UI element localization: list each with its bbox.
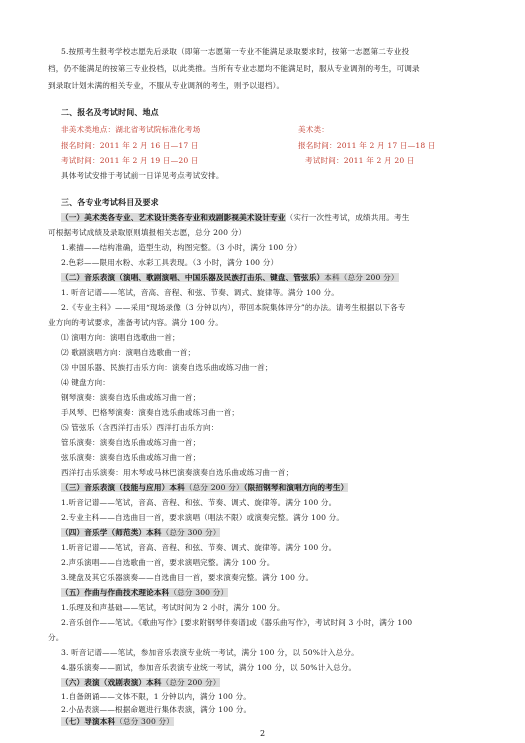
list-item: 业方向的考试要求，准备考试内容。满分 100 分。 [48, 318, 223, 327]
list-item: 3.键盘及其它乐器演奏——自选曲目一首，要求演奏完整。满分 100 分。 [61, 573, 314, 582]
para-line: 5.按照考生报考学校志愿先后录取（即第一志愿第一专业不能满足录取要求时，按第一志愿第二专业投 [61, 47, 410, 56]
subsection-3-title [61, 482, 348, 493]
subsection-5-name: （五）作曲与作曲技术理论本科 [61, 588, 170, 597]
section-heading: 二、报名及考试时间、地点 [61, 107, 159, 117]
subsection-4-note: （总分 300 分） [161, 528, 221, 537]
list-item: ⑸ 管弦乐（含西洋打击乐）西洋打击乐方向： [61, 423, 219, 432]
art-label: 美术类： [298, 125, 329, 134]
subsection-3-restriction: （限招钢琴和演唱方向的考生） [243, 483, 349, 492]
arrangement-note: 具体考试安排于考试前一日详见考点考试安排。 [61, 171, 224, 180]
list-item: 2.音乐创作——笔试。《歌曲写作》[要求附钢琴伴奏谱]或《器乐曲写作》，考试时间 3 小时，满分 100 [61, 618, 413, 627]
section-heading: 三、各专业考试科目及要求 [61, 197, 159, 207]
list-item: 1.听音记谱——笔试，音高、音程、和弦、节奏、调式、旋律等。满分 100 分。 [61, 543, 337, 552]
subsection-4-title [61, 527, 220, 538]
subsection-2-name: （二）音乐表演（演唱、歌剧演唱、中国乐器及民族打击乐、键盘、管弦乐） [61, 273, 325, 282]
subsection-1-note: （实行一次性考试，成绩共用。考生 [285, 213, 410, 222]
subsection-1-note-cont: 可根据考试成绩及录取原则填报相关志愿，总分 200 分） [48, 228, 247, 237]
list-item: 西洋打击乐演奏：用木琴或马林巴演奏演奏自选乐曲或练习曲一首； [61, 468, 294, 477]
list-item: ⑴ 演唱方向：演唱自选歌曲一首； [61, 333, 180, 342]
page-number: 2 [259, 729, 266, 738]
subsection-1-name: （一）美术类各专业、艺术设计类各专业和戏剧影视美术设计专业 [61, 213, 286, 222]
para-line: 档，仍不能满足的按第三专业投档，以此类推。当所有专业志愿均不能满足时，服从专业调剂的考生，可调录 [48, 64, 420, 73]
subsection-6-note: （总分 200 分） [161, 678, 221, 687]
subsection-3-name: （三）音乐表演（技能与应用）本科 [61, 483, 185, 492]
list-item: 钢琴演奏：演奏自选乐曲或练习曲一首； [61, 393, 201, 402]
list-item: 1.素描——结构准确，造型生动，构图完整。（3 小时，满分 100 分） [61, 243, 302, 252]
subsection-5-title [61, 587, 228, 598]
list-item: 2.专业主科——自选曲目一首，要求演唱（唱法不限）或演奏完整。满分 100 分。 [61, 513, 345, 522]
subsection-6-title [61, 677, 220, 688]
subsection-2-title [61, 272, 399, 283]
list-item: 3. 听音记谱——笔试，参加音乐表演专业统一考试，满分 100 分，以 50%计入总分。 [61, 648, 359, 657]
subsection-7-name: （七）导演本科 [61, 717, 116, 726]
list-item: ⑶ 中国乐器、民族打击乐方向：演奏自选乐曲或练习曲一首； [61, 363, 273, 372]
list-item: 手风琴、巴格琴演奏：演奏自选乐曲或练习曲一首； [61, 408, 240, 417]
list-item: 管乐演奏：演奏自选乐曲或练习曲一首； [61, 438, 201, 447]
list-item: 弦乐演奏：演奏自选乐曲或练习曲一首； [61, 453, 201, 462]
non-art-exam-time: 考试时间：2011 年 2 月 19 日—20 日 [61, 156, 199, 165]
para-line: 到录取计划未满的相关专业，不服从专业调剂的考生，则予以退档）。 [48, 81, 285, 90]
subsection-6-name: （六）表演（戏剧表演）本科 [61, 678, 162, 687]
subsection-5-note: （总分 300 分） [169, 588, 229, 597]
non-art-registration: 报名时间：2011 年 2 月 16 日—17 日 [61, 141, 199, 150]
list-item: 1. 听音记谱——笔试，音高、音程、和弦、节奏、调式、旋律等。满分 100 分。 [61, 288, 339, 297]
list-item: 2.声乐演唱——自选歌曲一首，要求演唱完整。满分 100 分。 [61, 558, 275, 567]
list-item: 1.乐理及和声基础——笔试，考试时间为 2 小时，满分 100 分。 [61, 603, 285, 612]
list-item: 2.小品表演——根据命题进行集体表演，满分 100 分。 [61, 705, 252, 714]
list-item: 1.听音记谱——笔试，音高、音程、和弦、节奏、调式、旋律等。满分 100 分。 [61, 498, 337, 507]
list-item: 2.色彩——限用水粉、水彩工具表现。（3 小时，满分 100 分） [61, 258, 279, 267]
list-item: 2.《专业主科》——采用“现场录像（3 分钟以内），带回本院集体评分”的办法。请考生根据以下各专 [61, 303, 406, 312]
subsection-3-note: （总分 200 分） [184, 483, 244, 492]
subsection-2-note: 本科（总分 200 分） [324, 273, 399, 282]
non-art-location: 非美术类地点：湖北省考试院标准化考场 [61, 125, 201, 134]
subsection-7-note: （总分 300 分） [115, 717, 175, 726]
subsection-7-title [61, 716, 174, 727]
list-item: 1.自备朗诵——文体不限，1 分钟以内，满分 100 分。 [61, 692, 252, 701]
list-item: 分。 [48, 633, 64, 642]
list-item: ⑷ 键盘方向： [61, 378, 111, 387]
art-registration: 报名时间：2011 年 2 月 17 日—18 日 [298, 141, 436, 150]
subsection-1-title [61, 212, 409, 223]
list-item: ⑵ 歌剧演唱方向：演唱自选歌曲一首； [61, 348, 196, 357]
art-exam-time: 考试时间：2011 年 2 月 20 日 [305, 156, 415, 165]
list-item: 4.器乐演奏——面试，参加音乐表演专业统一考试，满分 100 分，以 50%计入总分。 [61, 663, 357, 672]
subsection-4-name: （四）音乐学（师范类）本科 [61, 528, 162, 537]
